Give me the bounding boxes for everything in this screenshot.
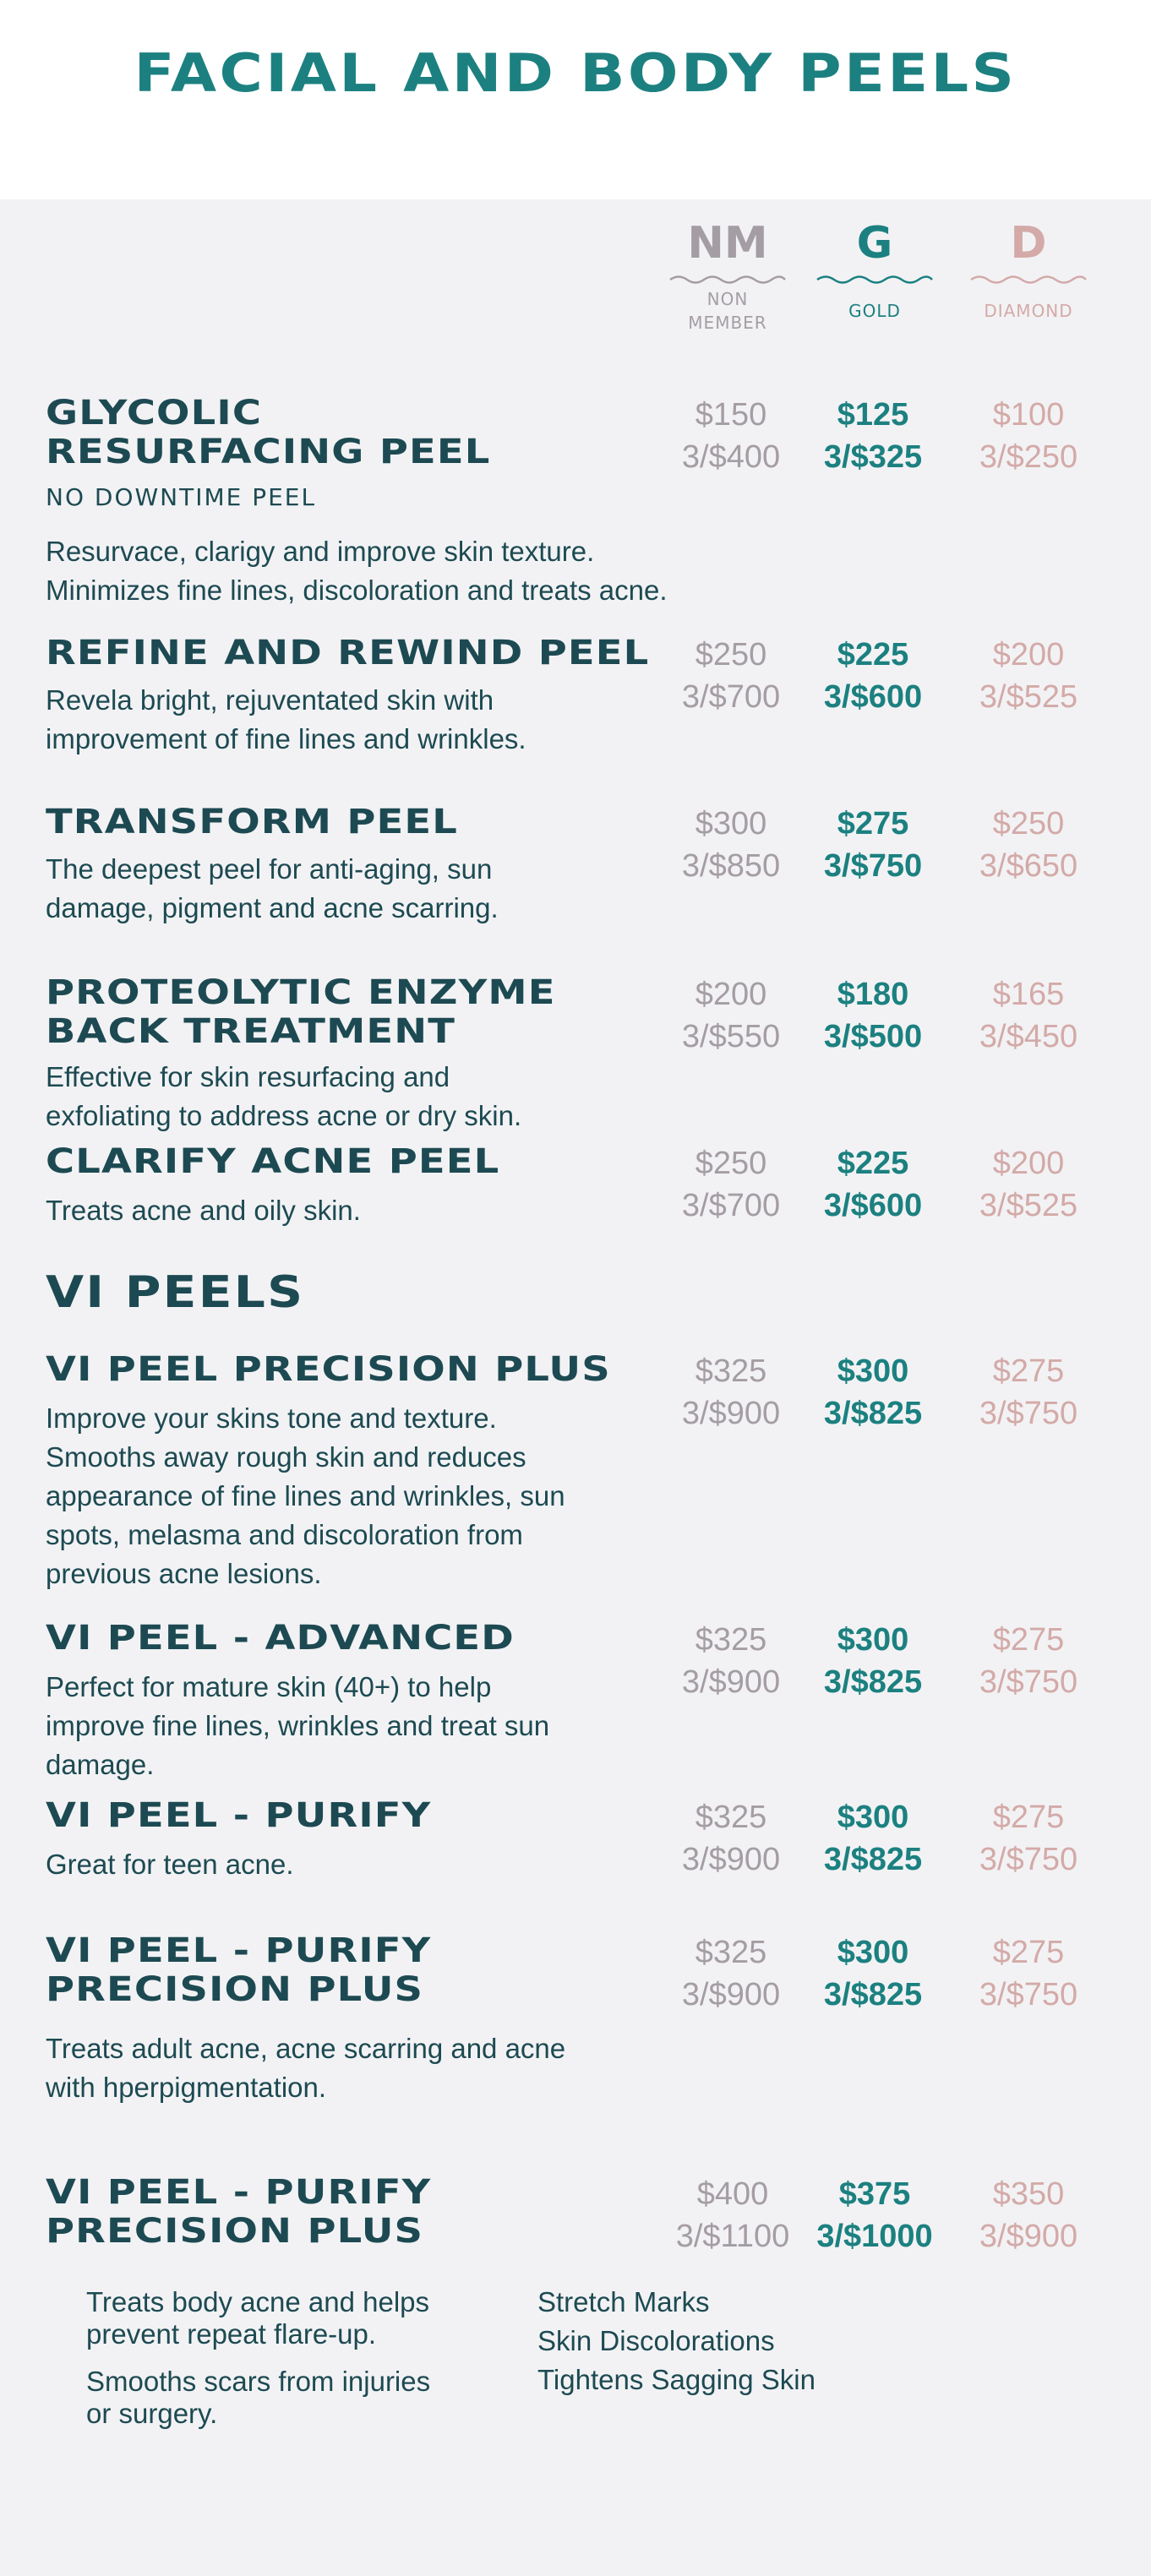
- price-diamond: [957, 1931, 1100, 2016]
- benefit-item: [86, 2286, 526, 2350]
- price-package: 3/$750: [979, 1664, 1078, 1700]
- price-single: $325: [695, 1800, 767, 1835]
- price-single: $250: [695, 637, 767, 673]
- body-benefits-right: [537, 2286, 960, 2403]
- price-diamond: [957, 394, 1100, 478]
- price-single: $275: [837, 806, 909, 841]
- column-header-diamond: [965, 218, 1092, 321]
- column-header-gold: [811, 218, 938, 321]
- service-subtitle: NO DOWNTIME PEEL: [46, 483, 317, 511]
- description-line: The deepest peel for anti-aging, sun: [46, 853, 493, 885]
- description-line: Smooths away rough skin and reduces: [46, 1441, 526, 1473]
- price-single: $225: [837, 637, 909, 673]
- service-title-line2: BACK TREATMENT: [46, 1012, 456, 1051]
- description-line: previous acne lesions.: [46, 1558, 322, 1589]
- column-name-line1: DIAMOND: [984, 301, 1073, 321]
- column-header-non-member: [664, 218, 791, 333]
- benefit-line: Treats body acne and helps: [86, 2286, 430, 2317]
- wave-divider-icon: [969, 274, 1088, 286]
- price-package: 3/$825: [823, 1977, 923, 2012]
- description-line: Effective for skin resurfacing and: [46, 1061, 450, 1092]
- price-package: 3/$750: [823, 848, 923, 884]
- benefit-line: prevent repeat flare-up.: [86, 2318, 377, 2350]
- price-non-member: [659, 394, 803, 478]
- price-package: 3/$825: [823, 1664, 923, 1700]
- price-diamond: [957, 2173, 1100, 2257]
- price-package: 3/$900: [979, 2219, 1078, 2254]
- service-title-line1: CLARIFY ACNE PEEL: [46, 1142, 500, 1181]
- price-gold: [801, 1350, 945, 1435]
- price-single: $225: [837, 1146, 909, 1181]
- service-title-line1: VI PEEL - PURIFY: [46, 2173, 432, 2212]
- description-line: Improve your skins tone and texture.: [46, 1402, 497, 1434]
- price-gold: [801, 394, 945, 478]
- price-non-member: [659, 1350, 803, 1435]
- price-gold: [801, 1619, 945, 1703]
- description-line: Treats adult acne, acne scarring and acne: [46, 2033, 566, 2064]
- service-title-line1: TRANSFORM PEEL: [46, 803, 458, 841]
- description-line: Great for teen acne.: [46, 1849, 294, 1880]
- price-single: $200: [992, 637, 1065, 673]
- price-gold: [801, 1931, 945, 2016]
- price-single: $180: [837, 977, 909, 1012]
- price-package: 3/$500: [823, 1019, 923, 1054]
- service-description: [46, 1191, 671, 1230]
- wave-divider-icon: [668, 274, 787, 286]
- page-header: [0, 0, 1151, 199]
- description-line: exfoliating to address acne or dry skin.: [46, 1100, 522, 1131]
- price-diamond: [957, 973, 1100, 1058]
- wave-divider-icon: [816, 274, 934, 286]
- price-gold: [801, 1796, 945, 1881]
- price-package: 3/$750: [979, 1396, 1078, 1431]
- price-package: 3/$1100: [675, 2219, 790, 2254]
- price-gold: [801, 973, 945, 1058]
- column-name-line1: NON: [706, 289, 749, 309]
- price-package: 3/$700: [681, 679, 781, 715]
- price-package: 3/$525: [979, 679, 1078, 715]
- price-diamond: [957, 1142, 1100, 1227]
- description-line: Minimizes fine lines, discoloration and treats acne.: [46, 575, 668, 606]
- price-single: $165: [992, 977, 1065, 1012]
- description-line: Resurvace, clarigy and improve skin texture.: [46, 536, 595, 567]
- price-package: 3/$250: [979, 439, 1078, 475]
- price-diamond: [957, 803, 1100, 887]
- service-description: [46, 532, 806, 610]
- benefit-item: Skin Discolorations: [537, 2325, 775, 2356]
- price-single: $100: [992, 397, 1065, 433]
- price-package: 3/$550: [681, 1019, 781, 1054]
- price-package: 3/$600: [823, 679, 923, 715]
- column-letter-nm: NM: [687, 218, 768, 269]
- price-single: $250: [695, 1146, 767, 1181]
- price-package: 3/$900: [681, 1842, 781, 1877]
- price-single: $125: [837, 397, 909, 433]
- price-diamond: [957, 1796, 1100, 1881]
- service-title-line1: GLYCOLIC: [46, 394, 263, 433]
- price-single: $300: [837, 1622, 909, 1658]
- benefit-line: Smooths scars from injuries: [86, 2366, 431, 2397]
- price-non-member: [659, 1931, 803, 2016]
- section-title-vi-peels: VI PEELS: [46, 1267, 305, 1318]
- price-single: $200: [992, 1146, 1065, 1181]
- price-package: 3/$850: [681, 848, 781, 884]
- price-package: 3/$650: [979, 848, 1078, 884]
- service-title-line2: PRECISION PLUS: [46, 2212, 424, 2251]
- price-package: 3/$600: [823, 1188, 923, 1223]
- price-single: $250: [992, 806, 1065, 841]
- price-package: 3/$900: [681, 1664, 781, 1700]
- price-gold: [794, 2173, 955, 2257]
- description-line: improve fine lines, wrinkles and treat sun: [46, 1710, 550, 1741]
- price-non-member: [659, 1142, 803, 1227]
- service-title-line1: VI PEEL - ADVANCED: [46, 1619, 515, 1658]
- price-single: $300: [837, 1353, 909, 1389]
- service-description: [46, 2029, 671, 2107]
- price-single: $400: [696, 2176, 769, 2212]
- price-package: 3/$900: [681, 1977, 781, 2012]
- price-non-member: [659, 634, 803, 718]
- description-line: damage, pigment and acne scarring.: [46, 892, 499, 923]
- service-title-line1: VI PEEL - PURIFY: [46, 1796, 432, 1835]
- price-single: $275: [992, 1353, 1065, 1389]
- service-description: [46, 1668, 671, 1784]
- service-title-line1: REFINE AND REWIND PEEL: [46, 634, 650, 673]
- price-package: 3/$1000: [816, 2219, 933, 2254]
- price-single: $325: [695, 1935, 767, 1970]
- price-non-member: [652, 2173, 813, 2257]
- column-letter-g: G: [856, 218, 893, 269]
- benefit-item: Stretch Marks: [537, 2286, 710, 2317]
- description-line: appearance of fine lines and wrinkles, sun: [46, 1480, 565, 1511]
- description-line: Treats acne and oily skin.: [46, 1195, 361, 1226]
- price-single: $275: [992, 1622, 1065, 1658]
- service-description: [46, 1399, 671, 1593]
- price-single: $275: [992, 1800, 1065, 1835]
- column-name-line2: MEMBER: [688, 313, 767, 333]
- benefit-item: [86, 2366, 526, 2430]
- price-single: $300: [837, 1935, 909, 1970]
- service-title-line1: VI PEEL - PURIFY: [46, 1931, 432, 1970]
- price-single: $375: [838, 2176, 911, 2212]
- body-benefits-left: [86, 2286, 526, 2445]
- service-title-line1: PROTEOLYTIC ENZYME: [46, 973, 556, 1012]
- price-single: $300: [695, 806, 767, 841]
- price-package: 3/$750: [979, 1977, 1078, 2012]
- price-single: $300: [837, 1800, 909, 1835]
- price-non-member: [659, 973, 803, 1058]
- price-diamond: [957, 634, 1100, 718]
- description-line: with hperpigmentation.: [46, 2072, 327, 2103]
- price-package: 3/$700: [681, 1188, 781, 1223]
- price-package: 3/$750: [979, 1842, 1078, 1877]
- description-line: damage.: [46, 1749, 155, 1780]
- price-single: $150: [695, 397, 767, 433]
- service-title-line1: VI PEEL PRECISION PLUS: [46, 1350, 611, 1389]
- price-gold: [801, 634, 945, 718]
- price-single: $325: [695, 1353, 767, 1389]
- description-line: improvement of fine lines and wrinkles.: [46, 723, 526, 754]
- service-description: [46, 850, 671, 928]
- price-non-member: [659, 1619, 803, 1703]
- description-line: Perfect for mature skin (40+) to help: [46, 1671, 492, 1702]
- price-single: $350: [992, 2176, 1065, 2212]
- service-description: [46, 681, 671, 759]
- service-description: [46, 1845, 671, 1884]
- benefit-line: or surgery.: [86, 2398, 218, 2429]
- price-package: 3/$900: [681, 1396, 781, 1431]
- column-letter-d: D: [1010, 218, 1047, 269]
- service-title-line2: PRECISION PLUS: [46, 1970, 424, 2009]
- price-single: $325: [695, 1622, 767, 1658]
- column-name-line1: GOLD: [848, 301, 901, 321]
- page-title: FACIAL AND BODY PEELS: [134, 42, 1017, 104]
- price-gold: [801, 1142, 945, 1227]
- service-description: [46, 1058, 671, 1136]
- price-diamond: [957, 1619, 1100, 1703]
- service-title-line2: RESURFACING PEEL: [46, 433, 491, 471]
- description-line: Revela bright, rejuventated skin with: [46, 684, 494, 716]
- price-single: $275: [992, 1935, 1065, 1970]
- benefit-item: Tightens Sagging Skin: [537, 2364, 816, 2395]
- price-diamond: [957, 1350, 1100, 1435]
- price-non-member: [659, 803, 803, 887]
- price-non-member: [659, 1796, 803, 1881]
- description-line: spots, melasma and discoloration from: [46, 1519, 523, 1550]
- price-package: 3/$325: [823, 439, 923, 475]
- price-single: $200: [695, 977, 767, 1012]
- price-package: 3/$450: [979, 1019, 1078, 1054]
- price-gold: [801, 803, 945, 887]
- price-package: 3/$825: [823, 1396, 923, 1431]
- price-package: 3/$825: [823, 1842, 923, 1877]
- price-package: 3/$525: [979, 1188, 1078, 1223]
- price-package: 3/$400: [681, 439, 781, 475]
